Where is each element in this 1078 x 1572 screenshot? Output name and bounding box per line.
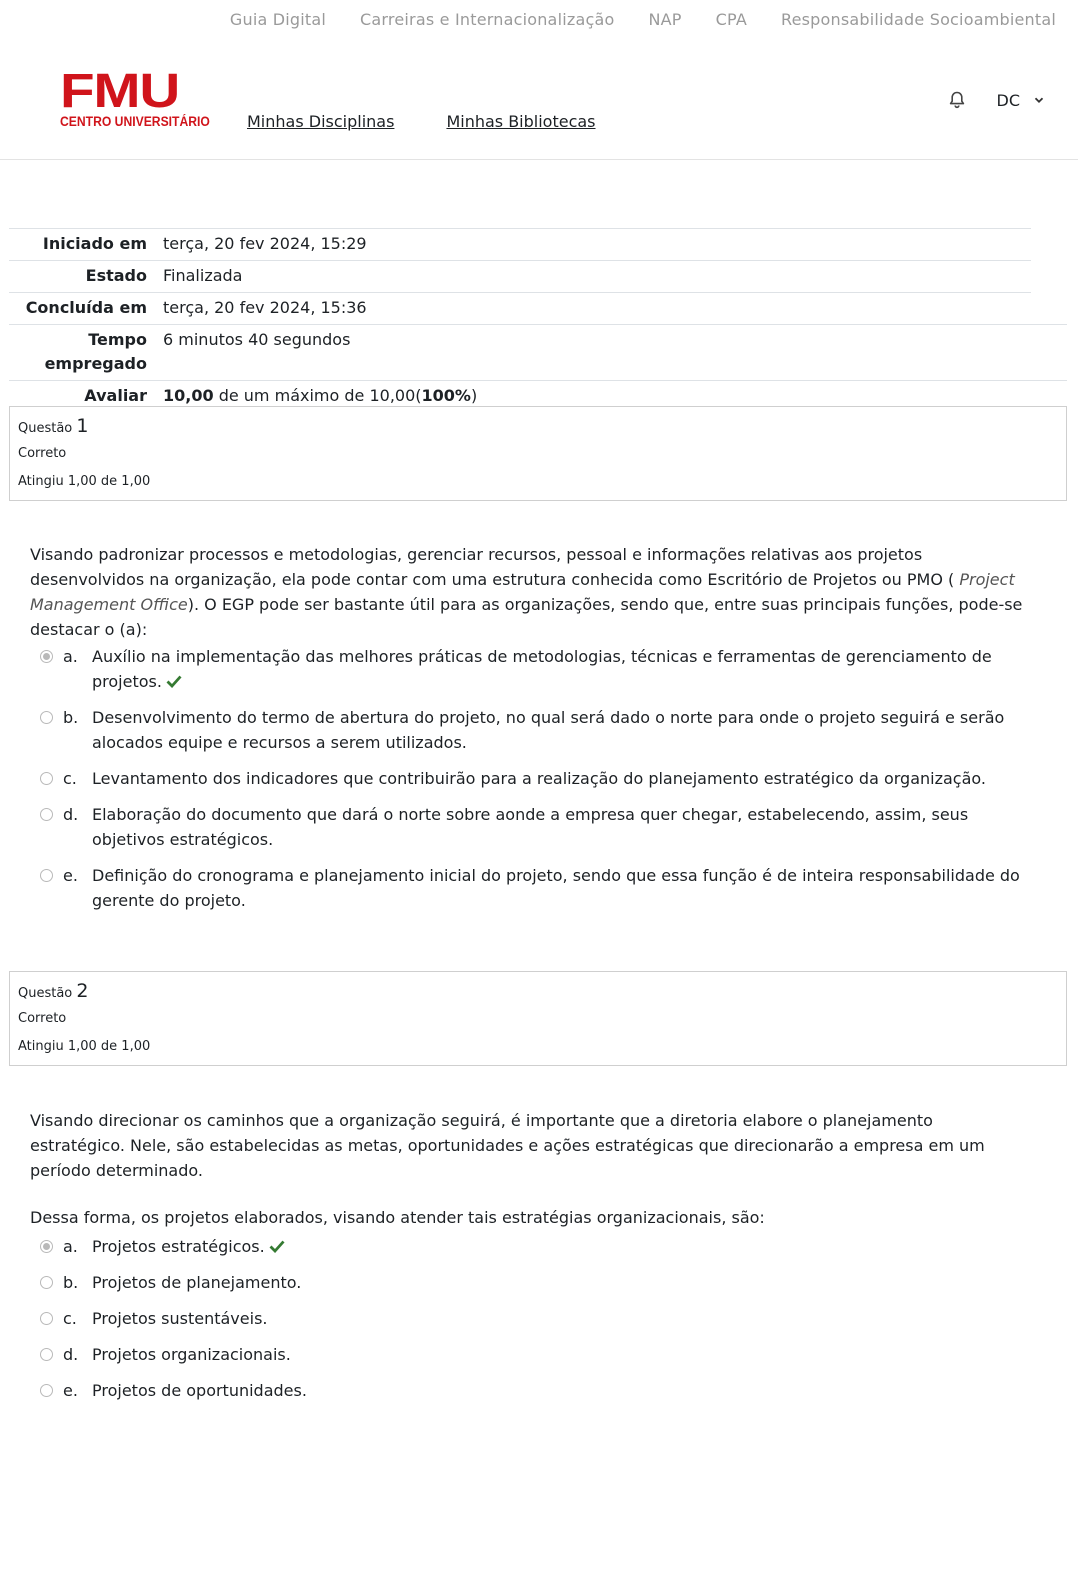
user-initials[interactable]: DC [996, 90, 1020, 110]
grade-mid: de um máximo de 10,00( [218, 386, 422, 405]
answer-text: Projetos de planejamento. [92, 1273, 302, 1292]
answer-letter: b. [63, 708, 79, 727]
site-header [0, 60, 1078, 160]
radio-button[interactable] [40, 772, 53, 785]
checkmark-icon [269, 1239, 285, 1253]
main-nav [247, 112, 596, 131]
answer-text: Projetos de oportunidades. [92, 1381, 307, 1400]
grade-percent: 100% [421, 386, 471, 405]
question-info-2 [9, 971, 1067, 1066]
summary-label: Tempo empregado [44, 330, 147, 373]
answer-option[interactable] [40, 1342, 1030, 1367]
answer-letter: c. [63, 1309, 77, 1328]
question-info-1 [9, 406, 1067, 501]
grade-score: 10,00 [163, 386, 214, 405]
answer-option[interactable] [40, 1270, 1030, 1295]
question-paragraph [30, 542, 1030, 642]
question-number: 1 [76, 415, 89, 437]
question-label: Questão [18, 986, 73, 1001]
summary-label: Estado [85, 266, 147, 285]
question-paragraph: Dessa forma, os projetos elaborados, visando atender tais estratégias organizacionais, são: [30, 1208, 765, 1227]
top-link-cpa[interactable]: CPA [715, 10, 747, 29]
answer-text: Elaboração do documento que dará o norte sobre aonde a empresa quer chegar, estabelecendo, assim, seus objetivos estratégicos. [92, 805, 969, 849]
top-link-carreiras[interactable]: Carreiras e Internacionalização [360, 10, 615, 29]
fmu-logo[interactable] [60, 65, 210, 132]
answer-text: Projetos sustentáveis. [92, 1309, 268, 1328]
radio-button[interactable] [40, 1276, 53, 1289]
answer-list-1 [40, 644, 1030, 924]
summary-value: terça, 20 fev 2024, 15:29 [163, 234, 367, 253]
radio-button[interactable] [40, 869, 53, 882]
answer-option[interactable] [40, 644, 1030, 694]
answer-option[interactable] [40, 802, 1030, 852]
logo-subtitle: CENTRO UNIVERSITÁRIO [60, 114, 210, 129]
question-number: 2 [76, 980, 89, 1002]
top-link-responsabilidade[interactable]: Responsabilidade Socioambiental [780, 10, 1056, 29]
question-mark: Atingiu 1,00 de 1,00 [18, 1039, 151, 1054]
nav-minhas-bibliotecas[interactable]: Minhas Bibliotecas [446, 112, 596, 131]
answer-letter: b. [63, 1273, 79, 1292]
question-text-emphasis: Project Management Office [30, 570, 1015, 614]
attempt-summary-table [9, 228, 1067, 412]
answer-option[interactable] [40, 863, 1030, 913]
grade-end: ) [470, 386, 478, 405]
question-title [18, 415, 1058, 440]
answer-letter: e. [63, 1381, 78, 1400]
answer-letter: d. [63, 1345, 79, 1364]
summary-value: Finalizada [163, 266, 243, 285]
question-paragraph: Visando direcionar os caminhos que a organização seguirá, é importante que a diretoria elabore o planejamento estratégico. Nele, são estabelecidas as metas, oportunidades e ações estratégicas que direcionarão a empresa em um período determinado. [30, 1111, 985, 1180]
answer-text: Desenvolvimento do termo de abertura do projeto, no qual será dado o norte para onde o projeto seguirá e serão alocados equipe e recursos a serem utilizados. [92, 708, 1005, 752]
summary-label: Avaliar [84, 386, 147, 405]
summary-row-completed [9, 292, 1031, 324]
answer-option[interactable] [40, 705, 1030, 755]
answer-text: Levantamento dos indicadores que contribuirão para a realização do planejamento estratégico da organização. [92, 769, 986, 788]
summary-value: 6 minutos 40 segundos [163, 330, 351, 349]
top-link-nap[interactable]: NAP [648, 10, 682, 29]
bell-icon[interactable] [947, 90, 967, 110]
question-status: Correto [18, 446, 67, 461]
radio-button[interactable] [40, 1384, 53, 1397]
question-text-2 [30, 1108, 1030, 1252]
question-text-part: ). O EGP pode ser bastante útil para as organizações, sendo que, entre suas principais funções, pode-se destacar o (a): [30, 595, 1023, 639]
top-links [196, 10, 1056, 29]
summary-value [163, 384, 1067, 408]
summary-label: Concluída em [25, 298, 147, 317]
answer-letter: c. [63, 769, 77, 788]
radio-selected[interactable] [40, 1240, 53, 1253]
question-title [18, 980, 1058, 1005]
answer-label: Auxílio na implementação das melhores práticas de metodologias, técnicas e ferramentas de gerenciamento de projetos. [92, 647, 992, 691]
summary-row-time [9, 324, 1067, 380]
question-text-part: Visando padronizar processos e metodologias, gerenciar recursos, pessoal e informações relativas aos projetos desenvolvidos na organização, ela pode contar com uma estrutura conhecida como Escritório de Projetos ou PMO ( [30, 545, 960, 589]
radio-selected[interactable] [40, 650, 53, 663]
summary-value: terça, 20 fev 2024, 15:36 [163, 298, 367, 317]
answer-text [92, 1234, 1030, 1259]
checkmark-icon [166, 674, 182, 688]
radio-button[interactable] [40, 711, 53, 724]
nav-minhas-disciplinas[interactable]: Minhas Disciplinas [247, 112, 395, 131]
answer-option[interactable] [40, 1234, 1030, 1259]
answer-label: Projetos estratégicos. [92, 1237, 265, 1256]
radio-button[interactable] [40, 808, 53, 821]
summary-row-started [9, 228, 1031, 260]
question-status: Correto [18, 1011, 67, 1026]
user-menu [947, 90, 1045, 110]
top-link-guia-digital[interactable]: Guia Digital [229, 10, 327, 29]
summary-label: Iniciado em [42, 234, 147, 253]
answer-option[interactable] [40, 1378, 1030, 1403]
radio-button[interactable] [40, 1312, 53, 1325]
answer-option[interactable] [40, 1306, 1030, 1331]
radio-button[interactable] [40, 1348, 53, 1361]
answer-option[interactable] [40, 766, 1030, 791]
answer-list-2 [40, 1234, 1030, 1414]
logo-mark: FMU [60, 65, 180, 118]
answer-letter: a. [63, 647, 78, 666]
chevron-down-icon[interactable] [1034, 95, 1044, 105]
answer-text: Definição do cronograma e planejamento inicial do projeto, sendo que essa função é de inteira responsabilidade do gerente do projeto. [92, 866, 1020, 910]
summary-row-state [9, 260, 1031, 292]
answer-text [92, 644, 1030, 694]
answer-letter: e. [63, 866, 78, 885]
question-label: Questão [18, 421, 73, 436]
answer-letter: d. [63, 805, 79, 824]
question-mark: Atingiu 1,00 de 1,00 [18, 474, 151, 489]
answer-letter: a. [63, 1237, 78, 1256]
answer-text: Projetos organizacionais. [92, 1345, 291, 1364]
